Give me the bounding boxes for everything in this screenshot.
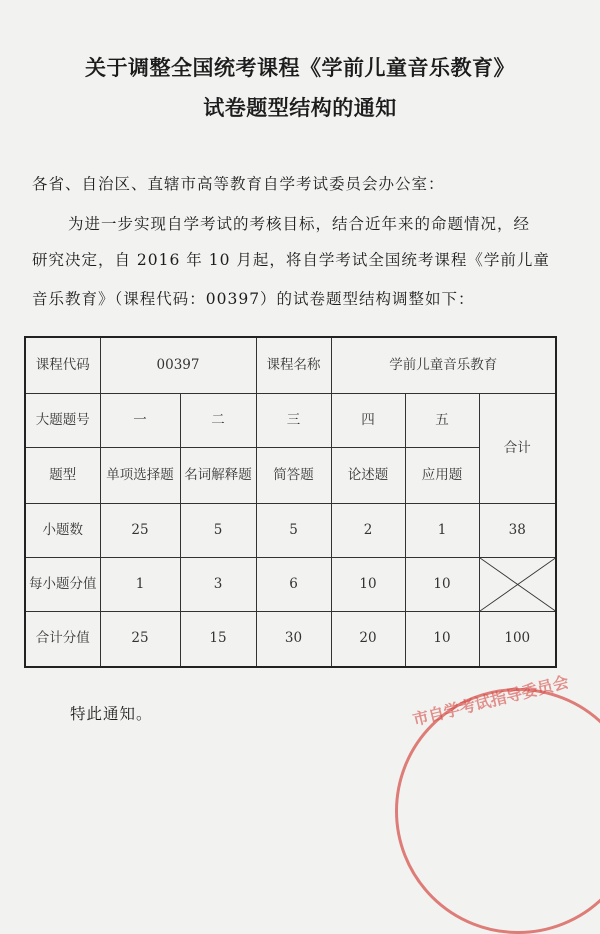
score-each-5: 10 xyxy=(405,557,479,611)
question-type-2: 名词解释题 xyxy=(180,447,256,503)
score-total-sum: 100 xyxy=(479,611,556,667)
score-total-2: 15 xyxy=(180,611,256,667)
question-type-3: 简答题 xyxy=(256,447,331,503)
count-5: 1 xyxy=(405,503,479,557)
body-line-3: 音乐教育》（课程代码：00397）的试卷题型结构调整如下： xyxy=(32,290,475,308)
count-4: 2 xyxy=(331,503,405,557)
table-row-question-type xyxy=(25,447,556,503)
exam-structure-table xyxy=(24,336,557,668)
count-total: 38 xyxy=(479,503,556,557)
count-3: 5 xyxy=(256,503,331,557)
table-row-question-number xyxy=(25,393,556,447)
count-2: 5 xyxy=(180,503,256,557)
addressee: 各省、自治区、直辖市高等教育自学考试委员会办公室： xyxy=(32,175,445,193)
question-type-5: 应用题 xyxy=(405,447,479,503)
score-total-label: 合计分值 xyxy=(25,611,100,667)
score-each-1: 1 xyxy=(100,557,180,611)
table-row-score-each xyxy=(25,557,556,611)
table-row-count xyxy=(25,503,556,557)
score-each-label: 每小题分值 xyxy=(25,557,100,611)
score-total-3: 30 xyxy=(256,611,331,667)
score-each-4: 10 xyxy=(331,557,405,611)
course-name-value: 学前儿童音乐教育 xyxy=(331,337,556,393)
score-total-5: 10 xyxy=(405,611,479,667)
score-total-1: 25 xyxy=(100,611,180,667)
question-type-1: 单项选择题 xyxy=(100,447,180,503)
body-line-2: 研究决定，自 2016 年 10 月起，将自学考试全国统考课程《学前儿童 xyxy=(32,251,550,269)
course-code-label: 课程代码 xyxy=(25,337,100,393)
question-number-4: 四 xyxy=(331,393,405,447)
table-row-course xyxy=(25,337,556,393)
total-label: 合计 xyxy=(479,393,556,503)
count-1: 25 xyxy=(100,503,180,557)
course-code-value: 00397 xyxy=(100,337,256,393)
question-number-2: 二 xyxy=(180,393,256,447)
score-each-2: 3 xyxy=(180,557,256,611)
table-row-score-total xyxy=(25,611,556,667)
score-total-4: 20 xyxy=(331,611,405,667)
question-number-label: 大题题号 xyxy=(25,393,100,447)
question-number-3: 三 xyxy=(256,393,331,447)
closing-text: 特此通知。 xyxy=(70,705,153,723)
notice-title-line-2: 试卷题型结构的通知 xyxy=(203,95,397,120)
crossed-out-cell xyxy=(479,557,556,611)
question-type-label: 题型 xyxy=(25,447,100,503)
question-number-1: 一 xyxy=(100,393,180,447)
count-label: 小题数 xyxy=(25,503,100,557)
question-type-4: 论述题 xyxy=(331,447,405,503)
notice-title-line-1: 关于调整全国统考课程《学前儿童音乐教育》 xyxy=(85,55,515,80)
official-seal-text: 市自学考试指导委员会 xyxy=(410,672,571,730)
question-number-5: 五 xyxy=(405,393,479,447)
score-each-3: 6 xyxy=(256,557,331,611)
cross-mark-icon xyxy=(480,558,556,611)
course-name-label: 课程名称 xyxy=(256,337,331,393)
body-line-1: 为进一步实现自学考试的考核目标，结合近年来的命题情况，经 xyxy=(68,215,531,233)
